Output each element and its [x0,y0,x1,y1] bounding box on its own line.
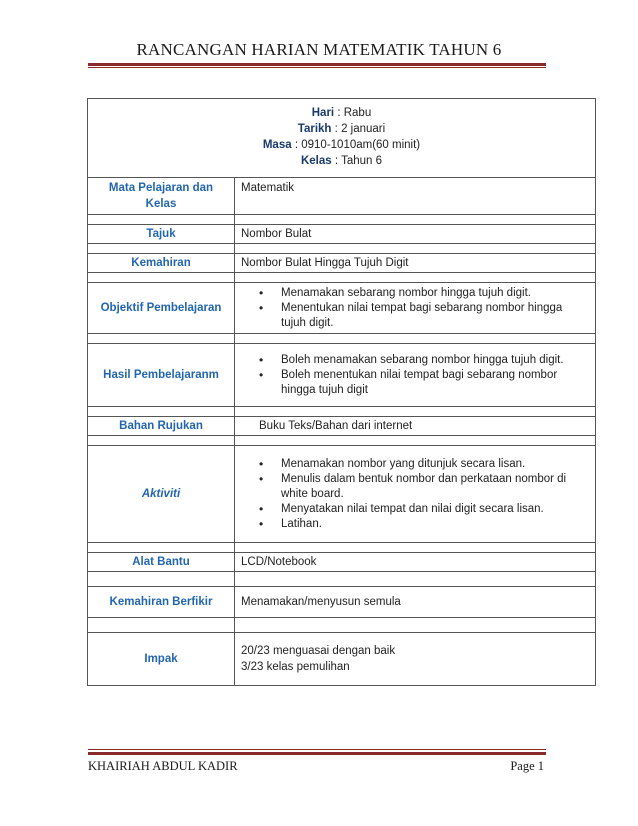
list-item: • Menulis dalam bentuk nombor dan perkataan nombor di white board. [281,472,589,502]
info-cell [88,99,596,178]
info-date: Tarikh : 2 januari [297,123,386,135]
info-day: Hari : Rabu [311,107,372,119]
spacer-row [88,618,596,633]
row-impact [88,633,596,686]
info-row [88,99,596,178]
footer-page-number: Page 1 [510,759,544,773]
label-activity: Aktiviti [88,446,235,543]
page-title: RANCANGAN HARIAN MATEMATIK TAHUN 6 [136,40,502,59]
label-skill: Kemahiran [88,254,235,273]
footer-rule-thin [88,749,546,750]
info-time: Masa : 0910-1010am(60 minit) [262,139,421,151]
list-item: • Latihan. [281,517,589,532]
value-activity [235,446,596,543]
value-objective [235,283,596,334]
label-reference: Bahan Rujukan [88,417,235,436]
label-subject: Mata Pelajaran dan Kelas [88,178,235,215]
list-item: • Menamakan sebarang nombor hingga tujuh digit. [281,286,589,301]
row-thinking [88,587,596,618]
footer-author: KHAIRIAH ABDUL KADIR [88,759,238,773]
label-impact: Impak [88,633,235,686]
row-reference [88,417,596,436]
row-objective [88,283,596,334]
list-item: • Menamakan nombor yang ditunjuk secara lisan. [281,457,589,472]
value-impact [235,633,596,686]
list-item: • Boleh menamakan sebarang nombor hingga tujuh digit. [281,353,589,368]
row-skill [88,254,596,273]
row-tools [88,553,596,572]
value-topic: Nombor Bulat [235,225,596,244]
list-item: • Boleh menentukan nilai tempat bagi sebarang nombor hingga tujuh digit [281,368,589,398]
lesson-plan-table [87,98,596,686]
row-activity [88,446,596,543]
label-thinking: Kemahiran Berfikir [88,587,235,618]
list-item: • Menyatakan nilai tempat dan nilai digit secara lisan. [281,502,589,517]
spacer-row [88,436,596,446]
value-reference: Buku Teks/Bahan dari internet [235,417,596,436]
row-outcome [88,344,596,407]
spacer-row [88,244,596,254]
info-class: Kelas : Tahun 6 [300,155,383,167]
header-rule-thin [88,67,546,68]
label-outcome: Hasil Pembelajaranm [88,344,235,407]
spacer-row [88,215,596,225]
value-skill: Nombor Bulat Hingga Tujuh Digit [235,254,596,273]
impact-line: 3/23 kelas pemulihan [241,661,350,673]
label-objective: Objektif Pembelajaran [88,283,235,334]
footer-rule [88,752,546,755]
spacer-row [88,572,596,587]
label-topic: Tajuk [88,225,235,244]
list-item: • Menentukan nilai tempat bagi sebarang nombor hingga tujuh digit. [281,301,589,331]
label-tools: Alat Bantu [88,553,235,572]
row-topic [88,225,596,244]
impact-line: 20/23 menguasai dengan baik [241,645,396,657]
value-outcome [235,344,596,407]
header-rule [88,63,546,66]
row-subject [88,178,596,215]
value-subject: Matematik [235,178,596,215]
spacer-row [88,334,596,344]
value-tools: LCD/Notebook [235,553,596,572]
spacer-row [88,543,596,553]
spacer-row [88,273,596,283]
value-thinking: Menamakan/menyusun semula [235,587,596,618]
spacer-row [88,407,596,417]
